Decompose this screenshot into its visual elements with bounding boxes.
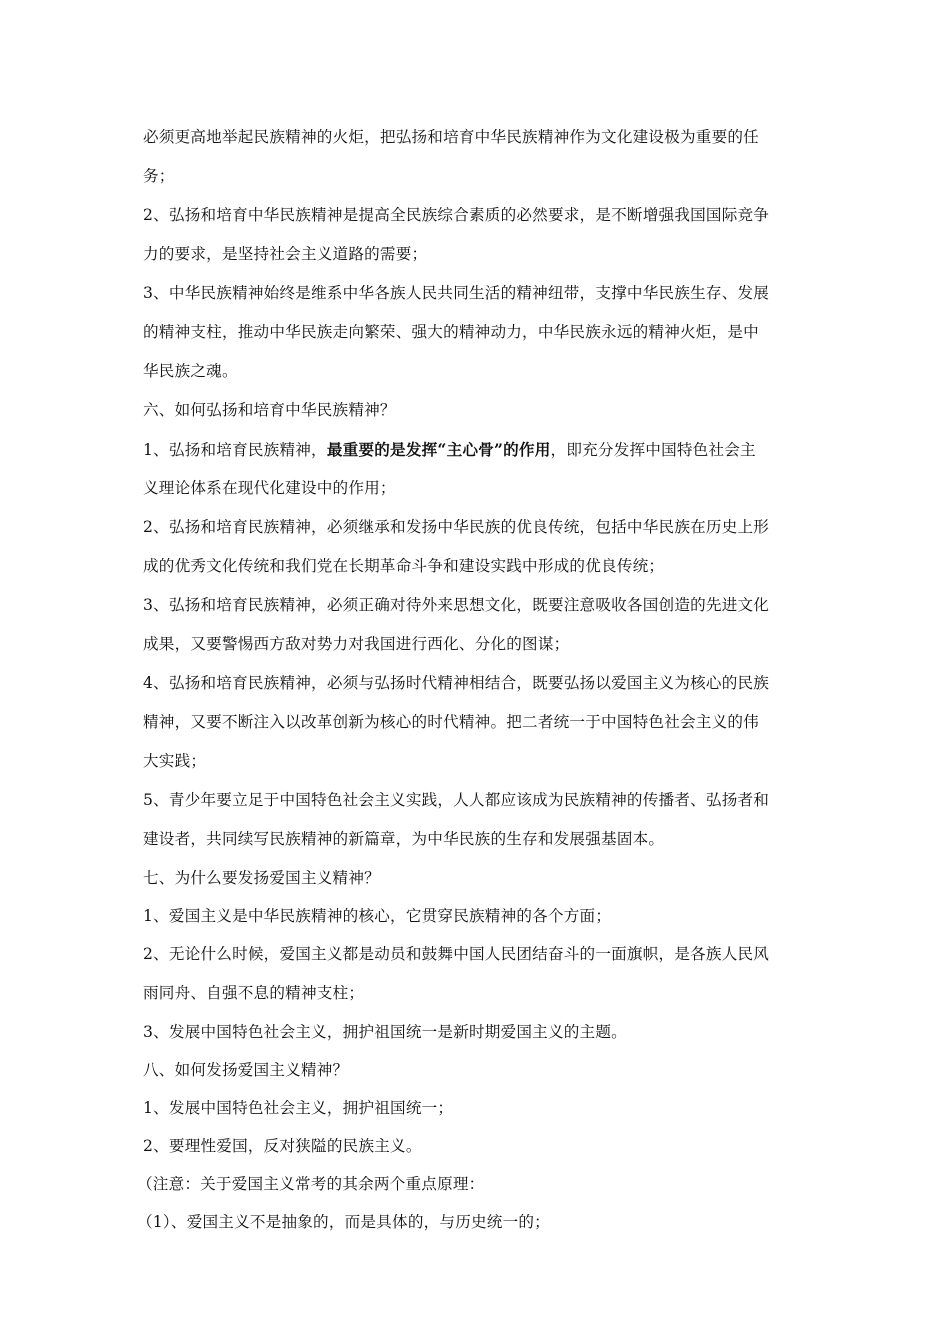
text-line: 华民族之魂。 <box>143 362 238 380</box>
text-line: 3、中华民族精神始终是维系中华各族人民共同生活的精神纽带，支撑中华民族生存、发展 <box>143 284 770 302</box>
section-heading: 八、如何发扬爱国主义精神？ <box>143 1061 349 1079</box>
text-line: 力的要求，是坚持社会主义道路的需要； <box>143 245 428 263</box>
note-line: （注意：关于爱国主义常考的其余两个重点原理： <box>137 1175 485 1193</box>
text-line: 2、弘扬和培育中华民族精神是提高全民族综合素质的必然要求，是不断增强我国国际竞争 <box>143 206 770 224</box>
text-line: 建设者，共同续写民族精神的新篇章，为中华民族的生存和发展强基固本。 <box>143 830 665 848</box>
text-line: 2、弘扬和培育民族精神，必须继承和发扬中华民族的优良传统，包括中华民族在历史上形 <box>143 518 770 536</box>
text-line: 义理论体系在现代化建设中的作用； <box>143 479 396 497</box>
text-line: 3、弘扬和培育民族精神，必须正确对待外来思想文化，既要注意吸收各国创造的先进文化 <box>143 596 770 614</box>
text-line: 必须更高地举起民族精神的火炬，把弘扬和培育中华民族精神作为文化建设极为重要的任 <box>143 128 759 146</box>
text-line: 2、要理性爱国，反对狭隘的民族主义。 <box>143 1137 422 1155</box>
text-line: 4、弘扬和培育民族精神，必须与弘扬时代精神相结合，既要弘扬以爱国主义为核心的民族 <box>143 674 770 692</box>
text-segment: 1、弘扬和培育民族精神， <box>143 441 327 459</box>
text-line: 1、爱国主义是中华民族精神的核心，它贯穿民族精神的各个方面； <box>143 907 612 925</box>
text-line: 2、无论什么时候，爱国主义都是动员和鼓舞中国人民团结奋斗的一面旗帜，是各族人民风 <box>143 945 770 963</box>
document-body <box>137 118 808 1241</box>
text-line-with-bold <box>143 430 808 469</box>
section-heading: 七、为什么要发扬爱国主义精神？ <box>143 869 380 887</box>
text-line: 成的优秀文化传统和我们党在长期革命斗争和建设实践中形成的优良传统； <box>143 557 665 575</box>
bold-emphasis: 最重要的是发挥“主心骨”的作用 <box>326 440 551 459</box>
text-line: 务； <box>143 167 175 185</box>
text-line: 1、发展中国特色社会主义，拥护祖国统一； <box>143 1099 454 1117</box>
text-line: 3、发展中国特色社会主义，拥护祖国统一是新时期爱国主义的主题。 <box>143 1023 627 1041</box>
text-line: 成果，又要警惕西方敌对势力对我国进行西化、分化的图谋； <box>143 635 570 653</box>
text-line: 大实践； <box>143 752 207 770</box>
note-line: （1）、爱国主义不是抽象的，而是具体的，与历史统一的； <box>137 1213 550 1231</box>
text-line: 精神，又要不断注入以改革创新为核心的时代精神。把二者统一于中国特色社会主义的伟 <box>143 713 759 731</box>
text-line: 5、青少年要立足于中国特色社会主义实践，人人都应该成为民族精神的传播者、弘扬者和 <box>143 791 770 809</box>
text-segment: ，即充分发挥中国特色社会主 <box>550 441 756 459</box>
text-line: 的精神支柱，推动中华民族走向繁荣、强大的精神动力，中华民族永远的精神火炬，是中 <box>143 323 759 341</box>
section-heading: 六、如何弘扬和培育中华民族精神？ <box>143 401 396 419</box>
text-line: 雨同舟、自强不息的精神支柱； <box>143 984 365 1002</box>
